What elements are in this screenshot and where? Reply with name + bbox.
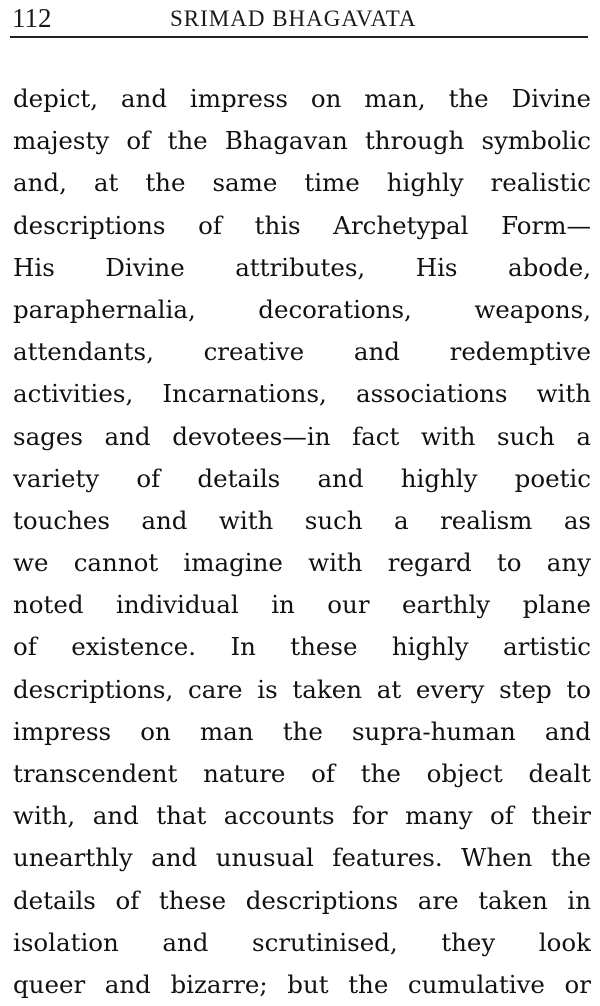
text-line: noted individual in our earthly plane [13,590,591,620]
text-line: details of these descriptions are taken in [13,885,591,915]
text-line: of existence. In these highly artistic [13,632,591,662]
text-line: we cannot imagine with regard to any [13,548,591,578]
text-line: activities, Incarnations, associations with [13,379,591,409]
text-line: descriptions of this Archetypal Form— [13,210,591,240]
running-head: SRIMAD BHAGAVATA [170,6,417,31]
text-line: attendants, creative and redemptive [13,337,591,367]
text-line: descriptions, care is taken at every step to [13,674,591,704]
text-line: paraphernalia, decorations, weapons, [13,294,591,324]
body-text [13,78,591,1006]
text-line: isolation and scrutinised, they look [13,927,591,957]
page-header [10,0,588,38]
page-number: 112 [12,3,52,33]
text-line: queer and bizarre; but the cumulative or [13,969,591,999]
text-line: touches and with such a realism as [13,505,591,535]
text-line: with, and that accounts for many of their [13,801,591,831]
text-line: unearthly and unusual features. When the [13,843,591,873]
text-line: and, at the same time highly realistic [13,168,591,198]
text-line: depict, and impress on man, the Divine [13,84,591,113]
text-line: sages and devotees—in fact with such a [13,421,591,451]
text-line: majesty of the Bhagavan through symbolic [13,126,591,156]
text-line: variety of details and highly poetic [13,463,591,493]
text-line: transcendent nature of the object dealt [13,759,591,788]
text-line: His Divine attributes, His abode, [13,252,591,282]
text-line: impress on man the supra-human and [13,716,591,746]
